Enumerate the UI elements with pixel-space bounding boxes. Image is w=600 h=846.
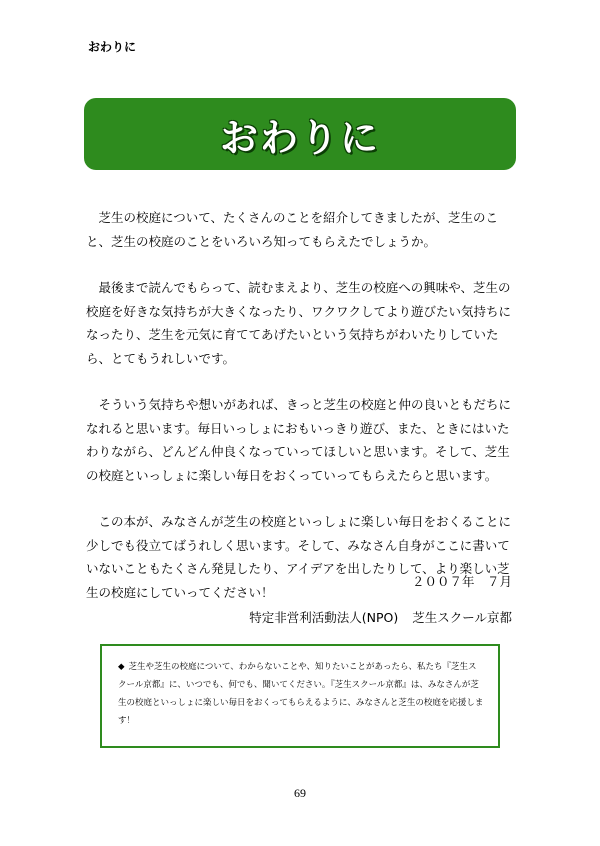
contact-note-box [100, 644, 500, 748]
paragraph-1: 芝生の校庭について、たくさんのことを紹介してきましたが、芝生のこと、芝生の校庭のことをいろいろ知ってもらえたでしょうか。 [86, 210, 499, 249]
paragraph-3: そういう気持ちや想いがあれば、きっと芝生の校庭と仲の良いともだちになれると思います。毎日いっしょにおもいっきり遊び、また、ときにはいたわりながら、どんどん仲良くなっていってほしいと思います。そして、芝生の校庭といっしょに楽しい毎日をおくっていってもらえたらと思います。 [86, 397, 512, 483]
paragraph-4: この本が、みなさんが芝生の校庭といっしょに楽しい毎日をおくることに少しでも役立てばうれしく思います。そして、みなさん自身がここに書いていないこともたくさん発見したり、アイデアを出したりして、より楽しい芝生の校庭にしていってください！ [86, 514, 512, 600]
running-header: おわりに [88, 40, 137, 54]
school-name: 芝生スクール京都 [412, 610, 512, 625]
contact-note-text: 芝生や芝生の校庭について、わからないことや、知りたいことがあったら、私たち『芝生スクール京都』に、いつでも、何でも、聞いてください。『芝生スクール京都』は、みなさんが芝生の校庭といっしょに楽しい毎日をおくってもらえるように、みなさんと芝生の校庭を応援します！ [118, 662, 484, 726]
title-banner [84, 98, 516, 170]
body-text [86, 206, 516, 627]
organization-signature [249, 608, 512, 626]
page-number: 69 [294, 786, 306, 800]
organization-name: 特定非営利活動法人(NPO) [249, 610, 399, 625]
paragraph-2: 最後まで読んでもらって、読むまえより、芝生の校庭への興味や、芝生の校庭を好きな気持ちが大きくなったり、ワクワクしてより遊びたい気持ちになったり、芝生を元気に育ててあげたいという気持ちがわいたりしていたら、とてもうれしいです。 [86, 280, 512, 366]
date: ２００７年 ７月 [411, 574, 512, 589]
page-title: おわりに [219, 115, 380, 160]
diamond-bullet-icon: ◆ [118, 662, 125, 672]
